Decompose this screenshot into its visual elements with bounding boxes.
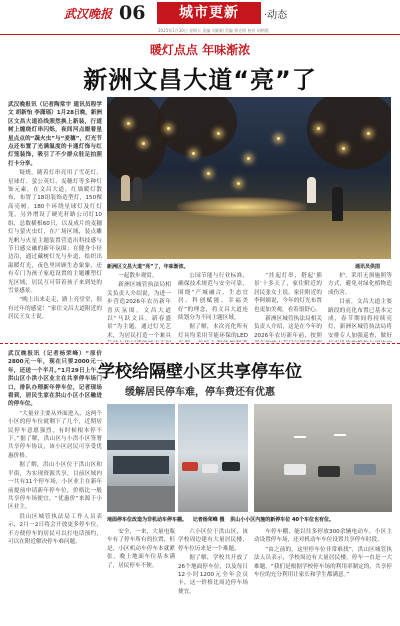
story1-kicker: 暖灯点点 年味渐浓 bbox=[149, 43, 251, 57]
light-dot bbox=[207, 172, 210, 175]
light-installation bbox=[177, 197, 307, 217]
story1-column-1 bbox=[8, 101, 102, 341]
walkway bbox=[107, 211, 391, 259]
person-figure bbox=[121, 175, 130, 201]
header-rule bbox=[0, 34, 400, 35]
light-dot bbox=[247, 157, 250, 160]
story2-column-2 bbox=[178, 528, 248, 620]
story2-column-3 bbox=[254, 528, 392, 620]
story1-para: 目前，文昌大道主要路段的亮化布置已基本完成，春节期间将持续亮灯，新洲区城管执法局将安排专人加强巡查，做好 bbox=[328, 299, 392, 339]
section-title: 城市更新 bbox=[157, 2, 261, 24]
story1-column-4 bbox=[254, 272, 322, 342]
story1-photo-caption: 新洲区文昌大道“亮”了，年味渐浓。 bbox=[107, 264, 189, 270]
light-dot bbox=[217, 132, 220, 135]
story1-para: 新洲区城管执法局相关负责人介绍说，为进一步营造2026年农历新年喜庆氛围，文昌大道以“马跃文昌，新春盛景”为主题，通过灯光艺术，为居民打造一个兼具 bbox=[107, 282, 171, 339]
story2-para: 据了解，学校共开放了26个地面停车位，以及每日12小时1200元全年会员卡，这一价格比周边停车场便宜。 bbox=[178, 555, 248, 595]
car bbox=[202, 464, 218, 473]
story2-photo-garage bbox=[254, 404, 392, 512]
person-figure bbox=[133, 177, 142, 203]
story1-para: 公园节能与行业标准，确保技术规范与安全可靠，围绕“产城融合、生态宜居、科创赋能、幸福美好”的理念，将文昌大道连续划分为不同主题区域。 bbox=[178, 273, 248, 322]
story1-column-2 bbox=[107, 272, 171, 342]
person-figure bbox=[332, 187, 343, 221]
story2-headline: 学校给隔壁小区共享停车位 bbox=[98, 362, 302, 382]
story1-para: “晚上出来走走，路上亮堂堂，很有过年的感觉！”家住文昌大道附近的居民王女士说。 bbox=[8, 297, 102, 321]
story2-photo-caption-bar bbox=[107, 515, 400, 525]
light-dot bbox=[342, 147, 345, 150]
story2-para: 安全，一来，大量电瓶车有了停车所有的位置，但是，小区机动车停车本就紧张，晚上地面车位基本满了，居民停车不便。 bbox=[107, 529, 175, 569]
story2-para: 洪山区城管执法局工作人员表示，2月一2日将会开放更多停车位，不方便停车的居民可以打电话预约，可以在附近解决停车难问题。 bbox=[8, 513, 102, 545]
story2-para: 车停车棚，能以往多停放300余辆电动车，小区主动设置停车场，还对机动车车位设置共享停车时段。 bbox=[254, 529, 392, 544]
light-dot bbox=[127, 122, 130, 125]
shed-roof bbox=[107, 440, 175, 450]
ceiling-light bbox=[334, 434, 346, 436]
car bbox=[182, 462, 198, 471]
story1-photo-credit: 通讯员供图 bbox=[355, 264, 381, 270]
car bbox=[284, 464, 306, 475]
story2-para: 据了解，洪山小区位于洪山区和平街，为实现资源共享，目前区域内一共有11个停车场，小区业主在新年前提前申请新年停车位，价格比一般共享停车场便宜，“优惠价”来源于小区业主。 bbox=[8, 462, 102, 511]
story1-headline: 新洲文昌大道“亮”了 bbox=[83, 66, 317, 94]
caption-credit: 记者杨荣峰 摄 bbox=[192, 517, 225, 523]
person-figure bbox=[307, 177, 316, 203]
light-dot bbox=[192, 152, 195, 155]
bike-row bbox=[113, 456, 169, 474]
story2-column-1 bbox=[107, 528, 175, 620]
tree-silhouette bbox=[107, 97, 167, 182]
car bbox=[222, 462, 240, 471]
light-dot bbox=[142, 142, 145, 145]
light-dot bbox=[277, 137, 280, 140]
story1-photo bbox=[107, 97, 391, 259]
story1-para: 一起散步观赏。 bbox=[118, 273, 158, 279]
story2-para: “由之前的，这里停车位非常难找”，洪山区城管执法人员表示，学校周边有大量居民楼，停车一直是一大难题，“我们是根据学校停车场的利用率制定的，共享停车位的充分利用让家长和学生都满意。” bbox=[254, 546, 392, 579]
story1-para: 护，采用无损施照等方式，避免对绿化植物造成伤害。 bbox=[328, 273, 392, 296]
car bbox=[354, 464, 376, 475]
story1-column-3 bbox=[178, 272, 248, 342]
light-dot bbox=[317, 127, 320, 130]
story1-para: “挂起灯串，搭起‘熊景’十多天了，家住附近的居民张女士说。家住附近的李阿姨说，今年的灯光布置也更加美观，看着很舒心。 bbox=[254, 273, 322, 313]
story2-para: 六小区位于洪山区，该学校周边建有大量居民楼，停车位历来是一个难题。 bbox=[178, 529, 248, 552]
story2-photo-lot bbox=[178, 404, 248, 512]
tree-silhouette bbox=[307, 97, 391, 169]
light-dot bbox=[367, 132, 370, 135]
story2-para: “大量业主要从外面进入，这两个小区的停车位就剩下了几个，近期居民停车意愿强烈，有时候根本停不下。”据了解，洪山区与小洪小区签署共享停车协议，该小区居民可享受优惠价格。 bbox=[8, 410, 102, 459]
ceiling-light bbox=[294, 436, 306, 438]
car bbox=[318, 466, 340, 477]
section-divider bbox=[0, 343, 400, 344]
story2-photo-bike-shed bbox=[107, 404, 175, 512]
story1-column-5 bbox=[328, 272, 392, 342]
story2-para: 武汉晚报讯（记者杨荣峰）“原价2800元一年，现在只要2000元一年，还送一个半月。”1月29日上午，洪山区小洪小区业主在共享停车场门口，排队办理新年停车位，记者现场看到，居民生家在洪山小区小区融进的停车位。 bbox=[8, 351, 102, 408]
ground bbox=[107, 486, 175, 512]
story1-para: 武汉晚报讯（记者陶常宇 通讯员程学文 胡新怡 李潇瑶）1月28日晚，新洲区文昌大道沿线照然换上新装，行道树上缠绕灯串闪烁，夜间河点缀着星星点点的“蔬火虫”与“麦穗”，灯光节点还布置了光满温度的卡通灯饰与红灯笼装饰，吸引了不少群众驻足拍照打卡分享。 bbox=[8, 102, 102, 167]
story1-para: 新洲区城管执法局相关负责人介绍，这是在今年的2026年农历新年前，按照 bbox=[254, 316, 322, 339]
header-meta: 2025年1月30日 星期五 责编 刘娟娟 美编 鲁克明 校对 胡朝霞 bbox=[158, 28, 269, 33]
light-dot bbox=[167, 127, 170, 130]
story2-subtitle: 缓解居民停车难，停车费还有优惠 bbox=[125, 387, 275, 398]
page-number: 06 bbox=[119, 2, 146, 24]
caption-part: 地面停车位改造为非机动车停车棚。 bbox=[107, 517, 188, 523]
light-dot bbox=[237, 182, 240, 185]
story1-para: 据了解，本次亮化所有灯具均采用节能环保的LED bbox=[178, 324, 248, 339]
newspaper-name: 武汉晚报 bbox=[64, 7, 113, 21]
caption-part: 洪山小小区内施的新停车位 40个车位也有位。 bbox=[230, 517, 334, 523]
story1-para: 疑烧，随着灯串亮用了雪花灯、星球灯、萤公英灯、麦穗灯等多种灯饰元素，在文昌大道，红墙暖灯散布，布置了18组装饰造型灯，150棵高亮树，180个环绕星球灯及红灯笼，另外增设了硬光秆路公司灯10组，总数横根60只，以及成片的麦穗灯与萤火虫灯，在广场区域，装点雕光帆与火星主题装置营造出科技感与节日感交融的新年氛围；在健身小径边沿，通过藏树灯光与步道，绘织出温暖灯光，夜色里回顾生态象象，还有专门为孩子家庭设置的主题雕塑灯光区域，居民互可带着孩子来到处的雪景感景。 bbox=[8, 170, 102, 294]
page-header bbox=[0, 0, 400, 27]
section-subtitle: ·动态 bbox=[264, 10, 288, 21]
